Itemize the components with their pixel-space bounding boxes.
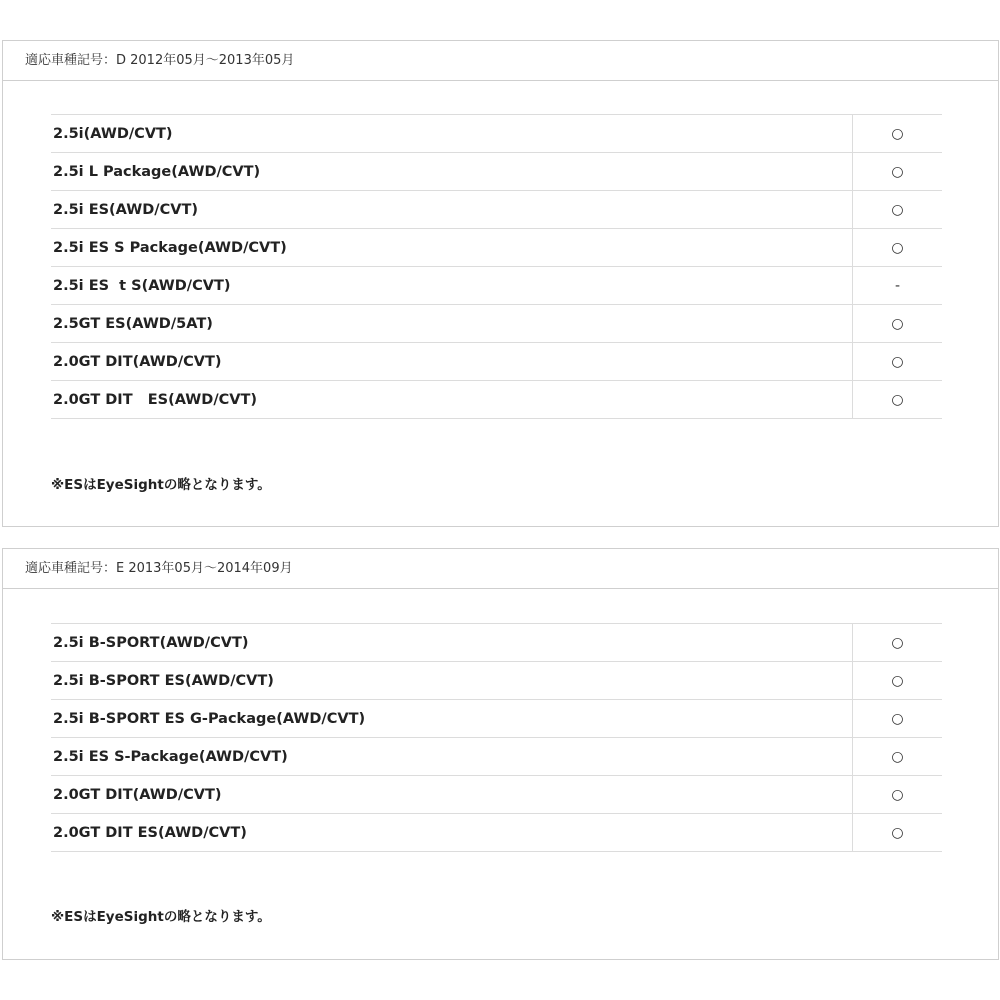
table-row bbox=[51, 776, 942, 814]
compatibility-mark: ○ bbox=[853, 153, 943, 191]
compatibility-mark: ○ bbox=[853, 814, 943, 852]
table-row bbox=[51, 191, 942, 229]
eyesight-note: ※ESはEyeSightの略となります。 bbox=[51, 477, 271, 493]
model-name: 2.5GT ES(AWD/5AT) bbox=[51, 305, 853, 343]
table-row bbox=[51, 738, 942, 776]
table-row bbox=[51, 814, 942, 852]
compatibility-table bbox=[51, 623, 942, 852]
table-row bbox=[51, 115, 942, 153]
compatibility-section-d bbox=[2, 40, 999, 527]
model-name: 2.0GT DIT(AWD/CVT) bbox=[51, 343, 853, 381]
model-name: 2.5i L Package(AWD/CVT) bbox=[51, 153, 853, 191]
model-name: 2.0GT DIT(AWD/CVT) bbox=[51, 776, 853, 814]
compatibility-mark: ○ bbox=[853, 381, 943, 419]
model-name: 2.0GT DIT ES(AWD/CVT) bbox=[51, 814, 853, 852]
table-row bbox=[51, 267, 942, 305]
eyesight-note: ※ESはEyeSightの略となります。 bbox=[51, 909, 271, 925]
compatibility-table bbox=[51, 114, 942, 419]
table-row bbox=[51, 343, 942, 381]
compatibility-mark: ○ bbox=[853, 662, 943, 700]
compatibility-mark: ○ bbox=[853, 776, 943, 814]
table-row bbox=[51, 229, 942, 267]
compatibility-mark: ○ bbox=[853, 115, 943, 153]
table-row bbox=[51, 305, 942, 343]
model-name: 2.5i B-SPORT(AWD/CVT) bbox=[51, 624, 853, 662]
model-name: 2.5i(AWD/CVT) bbox=[51, 115, 853, 153]
compatibility-mark: - bbox=[853, 267, 943, 305]
model-name: 2.5i B-SPORT ES G-Package(AWD/CVT) bbox=[51, 700, 853, 738]
section-header: 適応車種記号：D 2012年05月～2013年05月 bbox=[3, 41, 998, 81]
table-row bbox=[51, 153, 942, 191]
model-name: 2.0GT DIT ES(AWD/CVT) bbox=[51, 381, 853, 419]
model-name: 2.5i ES t S(AWD/CVT) bbox=[51, 267, 853, 305]
table-row bbox=[51, 381, 942, 419]
compatibility-mark: ○ bbox=[853, 624, 943, 662]
compatibility-section-e bbox=[2, 548, 999, 960]
model-name: 2.5i ES(AWD/CVT) bbox=[51, 191, 853, 229]
compatibility-mark: ○ bbox=[853, 305, 943, 343]
table-row bbox=[51, 700, 942, 738]
model-name: 2.5i ES S Package(AWD/CVT) bbox=[51, 229, 853, 267]
compatibility-mark: ○ bbox=[853, 700, 943, 738]
compatibility-mark: ○ bbox=[853, 191, 943, 229]
table-row bbox=[51, 624, 942, 662]
compatibility-mark: ○ bbox=[853, 229, 943, 267]
table-row bbox=[51, 662, 942, 700]
model-name: 2.5i B-SPORT ES(AWD/CVT) bbox=[51, 662, 853, 700]
model-name: 2.5i ES S-Package(AWD/CVT) bbox=[51, 738, 853, 776]
compatibility-mark: ○ bbox=[853, 343, 943, 381]
section-header: 適応車種記号：E 2013年05月～2014年09月 bbox=[3, 549, 998, 589]
compatibility-mark: ○ bbox=[853, 738, 943, 776]
